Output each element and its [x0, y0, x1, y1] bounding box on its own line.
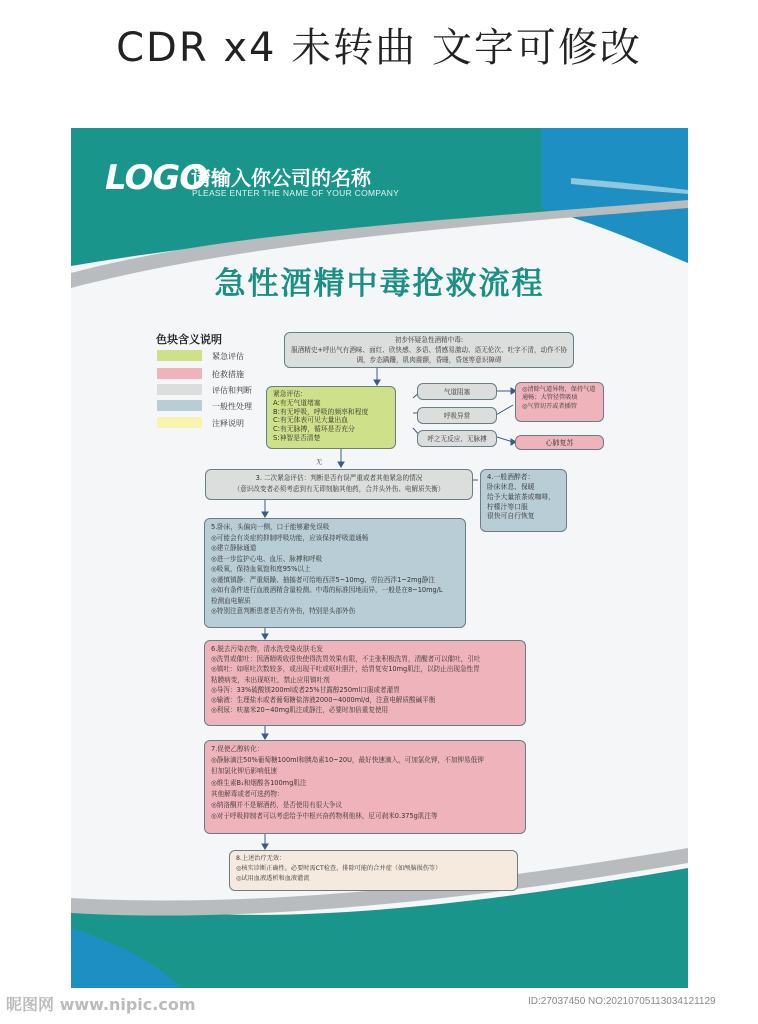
- step5-line: ◎建立静脉通道: [211, 544, 257, 553]
- breathing-label: 呼吸异常: [443, 412, 471, 420]
- airway-action-line: ◎清除气道异物，保持气道通畅；大管径管吸痰: [522, 386, 596, 402]
- legend-swatch: [157, 417, 202, 428]
- step6-line: ◎利尿：呋塞米20~40mg肌注或静注，必要时加倍重复使用: [211, 706, 389, 715]
- step8-line: ◎核实诊断正确性。必要时需CT检查，排除可能的合并症（如颅脑损伤等）: [236, 864, 442, 872]
- none-label: 无: [316, 459, 323, 466]
- cpr-label: 心肺复苏: [545, 439, 574, 447]
- legend-label: 评估和判断: [212, 386, 252, 395]
- general-care-line: 给予大量浓茶或咖啡，: [487, 492, 555, 501]
- step5-line: ◎特别注意判断患者是否有外伤，特别是头部外伤: [211, 607, 356, 616]
- airway-action-box: [515, 382, 604, 422]
- step7-line: ◎维生素B₁和烟酸各100mg肌注: [211, 778, 307, 787]
- banner-title: CDR x4 未转曲 文字可修改: [116, 25, 642, 71]
- legend-swatch: [157, 350, 202, 361]
- header-blue-corner: [541, 128, 688, 263]
- step7-line: ◎静脉滴注50%葡萄糖100ml和胰岛素10~20U，最好快速滴入，可加氯化钾，不加钾易低钾: [211, 756, 484, 765]
- general-care-line: 4.一般酒醉者：: [487, 473, 535, 481]
- watermark-id: ID:27037450 NO:20210705113034121129: [528, 996, 716, 1007]
- step7-line: 其他解毒或者可选药物：: [211, 789, 284, 798]
- poster: [71, 128, 688, 988]
- step5-line: ◎吸氧，保持血氧饱和度95%以上: [211, 565, 311, 574]
- step5-line: ◎可能会有炎症的抑制呼吸功能，应该保持呼吸道通畅: [211, 533, 369, 542]
- general-care-line: 卧床休息、保暖: [487, 482, 535, 491]
- step6-line: ◎镇吐：如呕吐次数较多，或出现干吐或呕吐胆汁，给胃复安10mg肌注，以防止出现急性胃: [211, 665, 480, 674]
- secondary-line: （意识改变者必须考虑到有无即刻脑其他药，合并头外伤、电解质失衡）: [233, 484, 445, 493]
- step6-line: ◎洗胃或催吐：因酒精吸收很快使得洗胃效果有限，不主张积极洗胃，清醒者可以催吐，引吐: [211, 655, 481, 664]
- legend-label: 紧急评估: [212, 352, 244, 361]
- emergency-line: 紧急评估:: [273, 390, 303, 398]
- legend-swatch: [157, 400, 202, 411]
- no-response-label: 呼之无反应、无脉搏: [427, 435, 487, 443]
- emergency-evaluation-box: [266, 386, 396, 449]
- secondary-evaluation-box: [205, 469, 473, 500]
- initial-suspicion-box: [284, 332, 574, 368]
- legend-swatch: [157, 368, 202, 379]
- step8-box: [229, 850, 518, 891]
- airway-label: 气道阻塞: [443, 388, 471, 396]
- legend-label: 抢救措施: [212, 370, 244, 379]
- step6-box: [204, 640, 526, 726]
- step5-line: ◎如有条件进行血液酒精含量检测。中毒的标准因地而异，一般是在8~10mg/L: [211, 586, 443, 595]
- step5-box: [204, 518, 466, 628]
- general-care-box: [480, 469, 567, 532]
- step7-line: 7.促使乙醇转化：: [211, 745, 264, 753]
- step7-line: ◎对于呼吸抑制者可以考虑给予中枢兴奋药物利他林，尼可刹米0.375g肌注等: [211, 812, 438, 821]
- initial-text: 服酒精史+呼出气有酒味、面红、欣快感、多语、情感易激动、语无伦次、吐字不清，动作不协调，步态蹒跚，肌肉震颤，昏睡，昏迷等意识障碍: [291, 345, 567, 364]
- company-name: 请输入你公司的名称: [191, 166, 371, 190]
- step5-line: ◎谨慎镇静：严重烦躁、抽搐者可给地西泮5~10mg、劳拉西泮1~2mg静注: [211, 575, 435, 584]
- legend-label: 一般性处理: [212, 402, 252, 411]
- legend-swatch: [157, 384, 202, 395]
- cpr-box: [515, 435, 604, 450]
- secondary-line: 3. 二次紧急评估：判断是否有误严重或者其他紧急的情况: [255, 474, 423, 482]
- step6-line: ◎导泻：33%硫酸镁200ml或者25%甘露醇250ml口服或者灌胃: [211, 685, 400, 694]
- step7-line: ◎纳洛酮并不是解酒药，是否使用有很大争议: [211, 801, 343, 810]
- step6-line: 6.脱去污染衣物，清水洗受染皮肤毛发: [211, 645, 323, 653]
- emergency-line: C:有无脉搏，循环是否充分: [273, 425, 355, 434]
- legend-label: 注释说明: [212, 419, 244, 428]
- step8-line: 8.上述治疗无效：: [236, 855, 286, 862]
- step7-box: [204, 740, 526, 834]
- step6-line: ◎输液：生理盐水或者葡萄糖盐溶液2000~4000ml/d，注意电解质酸碱平衡: [211, 696, 436, 705]
- initial-title: 初步怀疑急性酒精中毒:: [394, 336, 464, 344]
- page-title: 急性酒精中毒抢救流程: [214, 266, 545, 302]
- general-care-line: 很快可自行恢复: [487, 512, 535, 521]
- breathing-abnormal-box: [417, 407, 497, 424]
- step6-line: 粘膜病变，未出现呕吐，禁止应用镇吐剂: [211, 675, 330, 684]
- emergency-line: S:神智是否清楚: [273, 434, 321, 443]
- step5-line: 检测血电解质: [211, 596, 251, 605]
- step8-line: ◎试用血液透析和血液灌流: [236, 874, 310, 882]
- step5-line: 5.卧床，头偏向一侧，口于能够避免误吸: [211, 523, 330, 531]
- no-response-box: [417, 430, 497, 447]
- airway-obstruction-box: [417, 383, 497, 400]
- legend-title: 色块含义说明: [156, 333, 222, 346]
- emergency-line: C:有无体表可见大量出血: [273, 416, 349, 425]
- emergency-line: B:有无呼吸，呼吸的频率和程度: [273, 407, 369, 416]
- watermark-site: 昵图网 www.nipic.com: [6, 995, 196, 1014]
- logo: LOGO: [105, 158, 208, 198]
- step7-line: 但加氯化钾后影响低速: [211, 767, 277, 776]
- airway-action-line: ◎气管切开或者插管: [522, 402, 577, 410]
- emergency-line: A:有无气道堵塞: [273, 398, 321, 407]
- company-name-en: PLEASE ENTER THE NAME OF YOUR COMPANY: [192, 188, 400, 198]
- step5-line: ◎进一步监护心电、血压、脉搏和呼吸: [211, 554, 323, 563]
- general-care-line: 柠檬汁等口服: [487, 502, 528, 511]
